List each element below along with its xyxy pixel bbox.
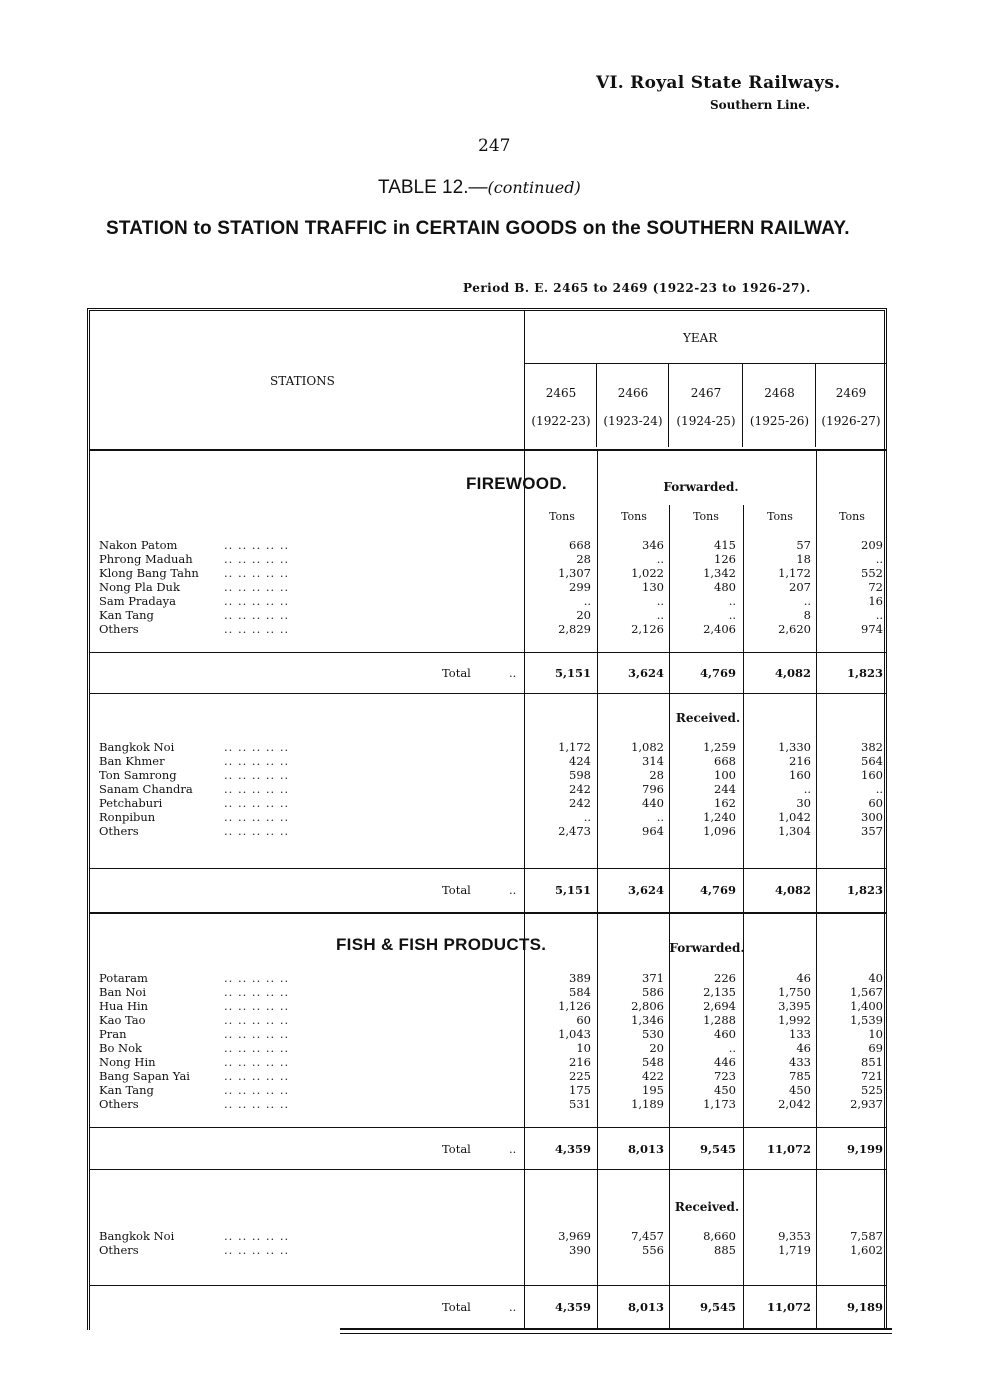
cell-value: 584 [569, 985, 591, 999]
total-value: 3,624 [627, 666, 664, 680]
cell-value: 552 [861, 566, 883, 580]
cell-value: .. [656, 608, 664, 622]
leader-dots: .. .. .. .. .. [224, 782, 290, 796]
year-ce: (1926-27) [821, 414, 881, 428]
station-name: Ton Samrong [99, 768, 177, 782]
cell-value: 30 [796, 796, 811, 810]
total-value: 4,082 [774, 883, 811, 897]
cell-value: 72 [868, 580, 883, 594]
cell-value: 162 [714, 796, 736, 810]
table-title-text: TABLE 12.— [378, 177, 488, 198]
firewood-received-label: Received. [675, 711, 741, 725]
leader-dots: .. [509, 883, 517, 897]
cell-value: 314 [642, 754, 664, 768]
col-divider-stations [524, 311, 525, 1328]
cell-value: .. [728, 1041, 736, 1055]
total-value: 1,823 [846, 666, 883, 680]
cell-value: 548 [642, 1055, 664, 1069]
cell-value: 796 [642, 782, 664, 796]
cell-value: 8 [803, 608, 811, 622]
main-title: STATION to STATION TRAFFIC in CERTAIN GOODS on the SOUTHERN RAILWAY. [106, 218, 850, 239]
leader-dots: .. .. .. .. .. [224, 796, 290, 810]
cell-value: 175 [569, 1083, 591, 1097]
cell-value: 851 [861, 1055, 883, 1069]
cell-value: 2,473 [558, 824, 591, 838]
station-name: Klong Bang Tahn [99, 566, 199, 580]
unit-label: Tons [839, 510, 865, 523]
total-rule-top [90, 1285, 887, 1286]
cell-value: 2,406 [703, 622, 736, 636]
cell-value: 300 [861, 810, 883, 824]
total-value: 5,151 [554, 883, 591, 897]
station-name: Ronpibun [99, 810, 156, 824]
year-header: YEAR [683, 331, 718, 345]
leader-dots: .. .. .. .. .. [224, 810, 290, 824]
cell-value: 450 [789, 1083, 811, 1097]
cell-value: 564 [861, 754, 883, 768]
total-row [99, 882, 889, 898]
fish-received-label: Received. [674, 1200, 740, 1214]
cell-value: 57 [796, 538, 811, 552]
cell-value: 1,240 [703, 810, 736, 824]
total-row [99, 1141, 889, 1157]
cell-value: 346 [642, 538, 664, 552]
firewood-title: FIREWOOD. [466, 474, 567, 493]
year-be: 2466 [617, 386, 649, 400]
cell-value: 1,288 [703, 1013, 736, 1027]
cell-value: 480 [714, 580, 736, 594]
leader-dots: .. [509, 1300, 517, 1314]
total-value: 8,013 [627, 1300, 664, 1314]
cell-value: 433 [789, 1055, 811, 1069]
unit-label: Tons [767, 510, 793, 523]
station-name: Others [99, 824, 139, 838]
cell-value: 1,567 [850, 985, 883, 999]
cell-value: .. [875, 782, 883, 796]
station-name: Hua Hin [99, 999, 149, 1013]
cell-value: 446 [714, 1055, 736, 1069]
leader-dots: .. .. .. .. .. [224, 552, 290, 566]
cell-value: 16 [868, 594, 883, 608]
total-rule-bottom [90, 693, 887, 694]
cell-value: 1,126 [558, 999, 591, 1013]
leader-dots: .. .. .. .. .. [224, 971, 290, 985]
cell-value: 226 [714, 971, 736, 985]
unit-label: Tons [693, 510, 719, 523]
cell-value: 133 [789, 1027, 811, 1041]
table-title-suffix: (continued) [487, 178, 581, 197]
cell-value: 2,937 [850, 1097, 883, 1111]
total-row [99, 665, 889, 681]
bottom-rule-thin [340, 1333, 892, 1334]
cell-value: 216 [789, 754, 811, 768]
total-value: 1,823 [846, 883, 883, 897]
cell-value: 785 [789, 1069, 811, 1083]
page-number: 247 [478, 136, 511, 156]
cell-value: 3,395 [778, 999, 811, 1013]
cell-value: 424 [569, 754, 591, 768]
cell-value: .. [875, 608, 883, 622]
year-ce: (1925-26) [749, 414, 810, 428]
station-name: Sam Pradaya [99, 594, 176, 608]
cell-value: 974 [861, 622, 883, 636]
cell-value: 1,304 [778, 824, 811, 838]
total-rule-top [90, 652, 887, 653]
cell-value: 531 [569, 1097, 591, 1111]
cell-value: 28 [576, 552, 591, 566]
station-name: Others [99, 1243, 139, 1257]
cell-value: 242 [569, 796, 591, 810]
station-name: Potaram [99, 971, 148, 985]
cell-value: 389 [569, 971, 591, 985]
section-rule [90, 912, 887, 914]
cell-value: 20 [576, 608, 591, 622]
cell-value: 586 [642, 985, 664, 999]
station-name: Ban Noi [99, 985, 147, 999]
cell-value: 216 [569, 1055, 591, 1069]
leader-dots: .. .. .. .. .. [224, 1243, 290, 1257]
firewood-forwarded-label: Forwarded. [663, 480, 739, 494]
cell-value: .. [875, 552, 883, 566]
header-rule [90, 449, 887, 451]
total-value: 4,769 [699, 666, 736, 680]
year-be: 2468 [764, 386, 795, 400]
cell-value: 40 [868, 971, 883, 985]
cell-value: .. [583, 810, 591, 824]
cell-value: 60 [868, 796, 883, 810]
cell-value: 357 [861, 824, 883, 838]
year-rule [524, 363, 887, 364]
period-note: Period B. E. 2465 to 2469 (1922-23 to 1926-27). [463, 281, 811, 295]
leader-dots: .. .. .. .. .. [224, 1055, 290, 1069]
total-value: 9,199 [846, 1142, 883, 1156]
cell-value: 422 [642, 1069, 664, 1083]
cell-value: 20 [649, 1041, 664, 1055]
cell-value: 415 [714, 538, 736, 552]
cell-value: 9,353 [778, 1229, 811, 1243]
cell-value: 8,660 [703, 1229, 736, 1243]
cell-value: 1,173 [703, 1097, 736, 1111]
station-name: Nakon Patom [99, 538, 178, 552]
total-rule-top [90, 868, 887, 869]
table-title [378, 177, 581, 199]
cell-value: 1,602 [850, 1243, 883, 1257]
cell-value: 1,082 [631, 740, 664, 754]
leader-dots: .. .. .. .. .. [224, 754, 290, 768]
leader-dots: .. .. .. .. .. [224, 824, 290, 838]
year-ce: (1924-25) [676, 414, 736, 428]
leader-dots: .. .. .. .. .. [224, 580, 290, 594]
cell-value: 18 [796, 552, 811, 566]
total-value: 8,013 [627, 1142, 664, 1156]
cell-value: 2,135 [703, 985, 736, 999]
station-name: Bo Nok [99, 1041, 142, 1055]
subsection-heading: Southern Line. [710, 98, 811, 112]
bottom-rule [340, 1328, 892, 1330]
cell-value: .. [803, 594, 811, 608]
station-name: Nong Pla Duk [99, 580, 180, 594]
cell-value: 60 [576, 1013, 591, 1027]
leader-dots: .. .. .. .. .. [224, 566, 290, 580]
station-name: Kan Tang [99, 1083, 154, 1097]
total-value: 11,072 [766, 1142, 811, 1156]
leader-dots: .. [509, 1142, 517, 1156]
cell-value: 209 [861, 538, 883, 552]
cell-value: 668 [714, 754, 736, 768]
station-name: Phrong Maduah [99, 552, 193, 566]
cell-value: 390 [569, 1243, 591, 1257]
station-name: Ban Khmer [99, 754, 165, 768]
total-value: 11,072 [766, 1300, 811, 1314]
station-name: Nong Hin [99, 1055, 156, 1069]
cell-value: 46 [796, 1041, 811, 1055]
total-value: 4,359 [554, 1142, 591, 1156]
leader-dots: .. .. .. .. .. [224, 740, 290, 754]
total-value: 4,082 [774, 666, 811, 680]
cell-value: 1,172 [778, 566, 811, 580]
cell-value: 1,172 [558, 740, 591, 754]
fish-forwarded-label: Forwarded. [669, 941, 745, 955]
cell-value: .. [656, 810, 664, 824]
cell-value: 1,330 [778, 740, 811, 754]
cell-value: 2,620 [778, 622, 811, 636]
station-name: Kan Tang [99, 608, 154, 622]
cell-value: .. [728, 594, 736, 608]
cell-value: 1,307 [558, 566, 591, 580]
total-value: 9,545 [699, 1142, 736, 1156]
cell-value: .. [803, 782, 811, 796]
cell-value: 721 [861, 1069, 883, 1083]
leader-dots: .. [509, 666, 517, 680]
cell-value: 69 [868, 1041, 883, 1055]
cell-value: 195 [642, 1083, 664, 1097]
cell-value: 7,587 [850, 1229, 883, 1243]
leader-dots: .. .. .. .. .. [224, 1041, 290, 1055]
col-divider-header [596, 364, 597, 447]
cell-value: 460 [714, 1027, 736, 1041]
cell-value: 2,042 [778, 1097, 811, 1111]
cell-value: 242 [569, 782, 591, 796]
cell-value: 46 [796, 971, 811, 985]
cell-value: .. [583, 594, 591, 608]
cell-value: 1,400 [850, 999, 883, 1013]
leader-dots: .. .. .. .. .. [224, 1097, 290, 1111]
leader-dots: .. .. .. .. .. [224, 768, 290, 782]
unit-label: Tons [549, 510, 575, 523]
cell-value: 100 [714, 768, 736, 782]
cell-value: 2,694 [703, 999, 736, 1013]
cell-value: 1,189 [631, 1097, 664, 1111]
leader-dots: .. .. .. .. .. [224, 1083, 290, 1097]
col-divider-header [815, 364, 816, 447]
cell-value: 1,719 [778, 1243, 811, 1257]
cell-value: 299 [569, 580, 591, 594]
cell-value: 28 [649, 768, 664, 782]
cell-value: 1,750 [778, 985, 811, 999]
station-name: Others [99, 1097, 139, 1111]
leader-dots: .. .. .. .. .. [224, 622, 290, 636]
total-value: 5,151 [554, 666, 591, 680]
year-be: 2469 [835, 386, 867, 400]
station-name: Bangkok Noi [99, 740, 175, 754]
year-be: 2467 [690, 386, 722, 400]
cell-value: .. [656, 552, 664, 566]
leader-dots: .. .. .. .. .. [224, 1013, 290, 1027]
cell-value: 130 [642, 580, 664, 594]
cell-value: 440 [642, 796, 664, 810]
station-name: Bangkok Noi [99, 1229, 175, 1243]
leader-dots: .. .. .. .. .. [224, 594, 290, 608]
cell-value: 2,829 [558, 622, 591, 636]
leader-dots: .. .. .. .. .. [224, 985, 290, 999]
year-be: 2465 [545, 386, 577, 400]
total-label: Total [442, 666, 471, 680]
station-name: Petchaburi [99, 796, 163, 810]
cell-value: .. [728, 608, 736, 622]
year-ce: (1922-23) [531, 414, 591, 428]
cell-value: 371 [642, 971, 664, 985]
fish-title: FISH & FISH PRODUCTS. [336, 935, 547, 954]
leader-dots: .. .. .. .. .. [224, 999, 290, 1013]
total-value: 4,359 [554, 1300, 591, 1314]
cell-value: 382 [861, 740, 883, 754]
cell-value: 2,126 [631, 622, 664, 636]
cell-value: 530 [642, 1027, 664, 1041]
total-label: Total [442, 1142, 471, 1156]
unit-label: Tons [621, 510, 647, 523]
stations-header: STATIONS [270, 374, 335, 388]
station-name: Pran [99, 1027, 127, 1041]
cell-value: .. [656, 594, 664, 608]
station-name: Sanam Chandra [99, 782, 193, 796]
cell-value: 2,806 [631, 999, 664, 1013]
cell-value: 885 [714, 1243, 736, 1257]
cell-value: 10 [868, 1027, 883, 1041]
cell-value: 160 [789, 768, 811, 782]
leader-dots: .. .. .. .. .. [224, 1229, 290, 1243]
section-heading: VI. Royal State Railways. [596, 73, 841, 93]
cell-value: 525 [861, 1083, 883, 1097]
station-name: Others [99, 622, 139, 636]
cell-value: 244 [714, 782, 736, 796]
cell-value: 598 [569, 768, 591, 782]
cell-value: 1,342 [703, 566, 736, 580]
leader-dots: .. .. .. .. .. [224, 608, 290, 622]
cell-value: 964 [642, 824, 664, 838]
leader-dots: .. .. .. .. .. [224, 538, 290, 552]
cell-value: 1,022 [631, 566, 664, 580]
cell-value: 1,096 [703, 824, 736, 838]
total-label: Total [442, 1300, 471, 1314]
col-divider-header [742, 364, 743, 447]
cell-value: 1,539 [850, 1013, 883, 1027]
total-rule-bottom [90, 1169, 887, 1170]
cell-value: 225 [569, 1069, 591, 1083]
cell-value: 126 [714, 552, 736, 566]
cell-value: 7,457 [631, 1229, 664, 1243]
total-value: 9,189 [846, 1300, 883, 1314]
cell-value: 1,043 [558, 1027, 591, 1041]
cell-value: 10 [576, 1041, 591, 1055]
year-ce: (1923-24) [603, 414, 663, 428]
cell-value: 207 [789, 580, 811, 594]
leader-dots: .. .. .. .. .. [224, 1027, 290, 1041]
cell-value: 723 [714, 1069, 736, 1083]
leader-dots: .. .. .. .. .. [224, 1069, 290, 1083]
total-rule-top [90, 1127, 887, 1128]
total-value: 3,624 [627, 883, 664, 897]
cell-value: 1,042 [778, 810, 811, 824]
cell-value: 556 [642, 1243, 664, 1257]
cell-value: 3,969 [558, 1229, 591, 1243]
total-row [99, 1299, 889, 1315]
station-name: Kao Tao [99, 1013, 146, 1027]
cell-value: 160 [861, 768, 883, 782]
cell-value: 1,992 [778, 1013, 811, 1027]
col-divider-header [668, 364, 669, 447]
cell-value: 1,346 [631, 1013, 664, 1027]
cell-value: 1,259 [703, 740, 736, 754]
total-value: 4,769 [699, 883, 736, 897]
cell-value: 450 [714, 1083, 736, 1097]
total-value: 9,545 [699, 1300, 736, 1314]
total-label: Total [442, 883, 471, 897]
cell-value: 668 [569, 538, 591, 552]
station-name: Bang Sapan Yai [99, 1069, 190, 1083]
